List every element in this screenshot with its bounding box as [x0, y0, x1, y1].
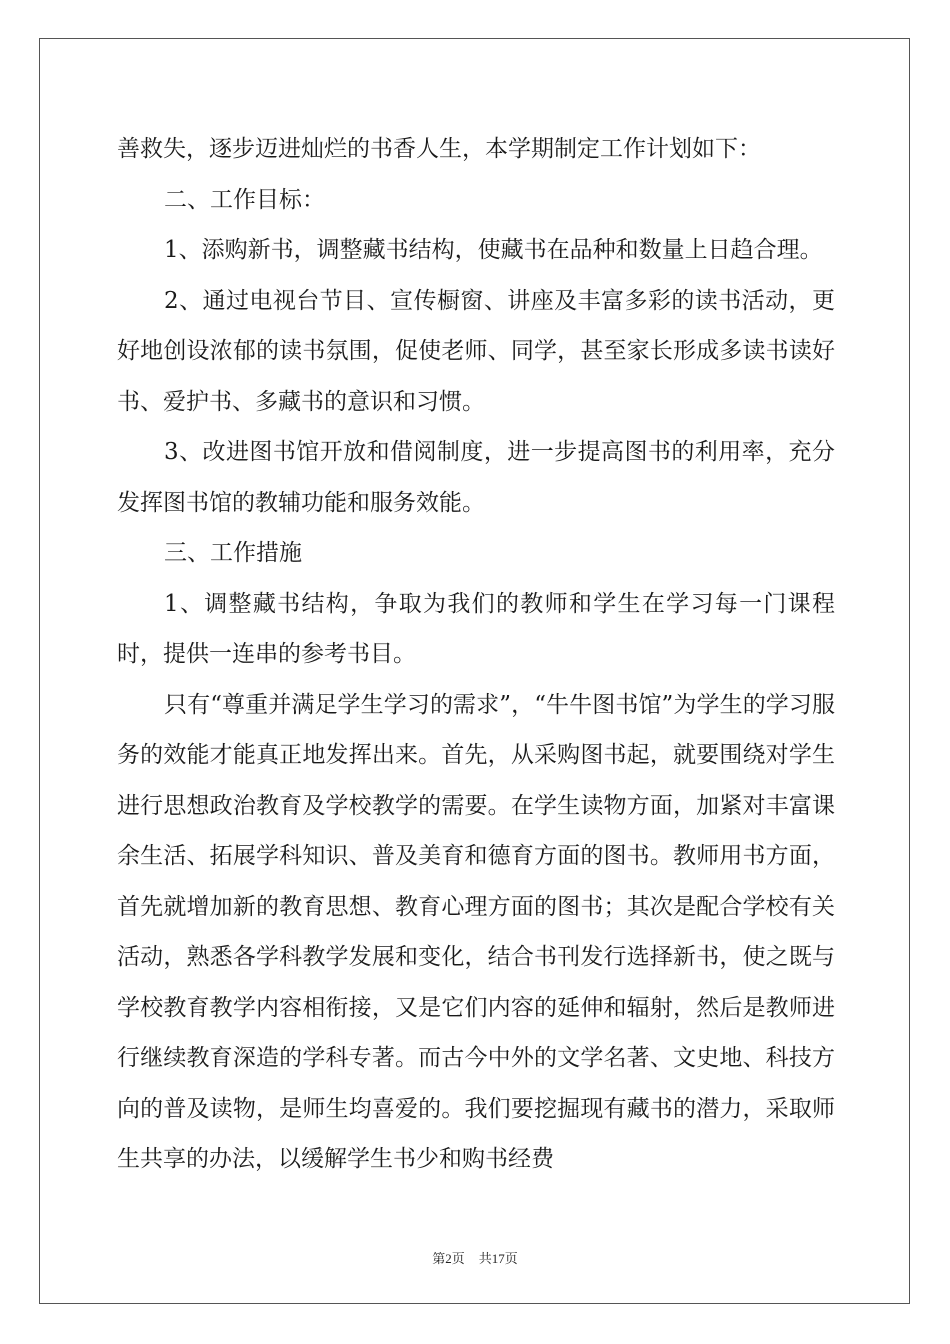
page-footer	[0, 1248, 950, 1267]
paragraph-intro-continued: 善救失，逐步迈进灿烂的书香人生，本学期制定工作计划如下：	[117, 136, 761, 162]
paragraph-goal-3: 3、改进图书馆开放和借阅制度，进一步提高图书的利用率，充分发挥图书馆的教辅功能和服务效能。	[117, 439, 835, 516]
page-number: 第2页	[432, 1251, 465, 1266]
heading-work-goals: 二、工作目标：	[164, 186, 325, 213]
paragraph-goal-2: 2、通过电视台节目、宣传橱窗、讲座及丰富多彩的读书活动，更好地创设浓郁的读书氛围，促使老师、同学，甚至家长形成多读书读好书、爱护书、多藏书的意识和习惯。	[117, 287, 835, 415]
document-body	[117, 124, 835, 1185]
paragraph-measure-1: 1、调整藏书结构，争取为我们的教师和学生在学习每一门课程时，提供一连串的参考书目。	[117, 590, 835, 667]
page-total: 共17页	[478, 1251, 518, 1266]
heading-work-measures: 三、工作措施	[164, 540, 302, 566]
paragraph-measure-1-detail: 只有“尊重并满足学生学习的需求”，“牛牛图书馆”为学生的学习服务的效能才能真正地发挥出来。首先，从采购图书起，就要围绕对学生进行思想政治教育及学校教学的需要。在学生读物方面，加紧对丰富课余生活、拓展学科知识、普及美育和德育方面的图书。教师用书方面，首先就增加新的教育思想、教育心理方面的图书；其次是配合学校有关活动，熟悉各学科教学发展和变化，结合书刊发行选择新书，使之既与学校教育教学内容相衔接，又是它们内容的延伸和辐射，然后是教师进行继续教育深造的学科专著。而古今中外的文学名著、文史地、科技方向的普及读物，是师生均喜爱的。我们要挖掘现有藏书的潜力，采取师生共享的办法，以缓解学生书少和购书经费	[117, 691, 835, 1172]
paragraph-goal-1: 1、添购新书，调整藏书结构，使藏书在品种和数量上日趋合理。	[164, 237, 823, 263]
